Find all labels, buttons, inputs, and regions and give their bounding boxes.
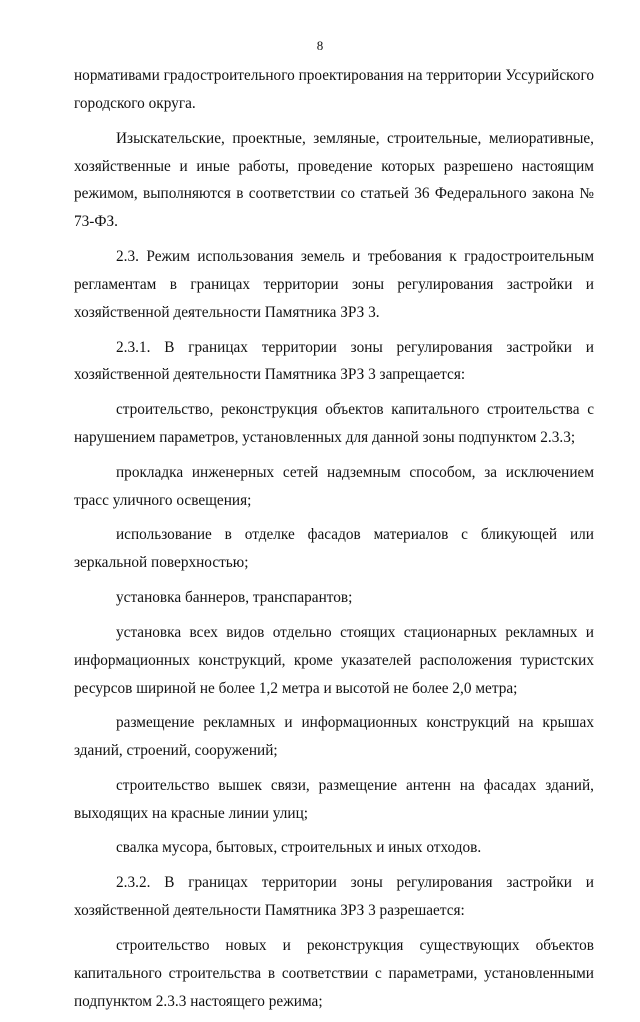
list-item: использование в отделке фасадов материалов с бликующей или зеркальной поверхностью; <box>74 526 594 572</box>
document-body <box>74 62 594 1022</box>
list-item: строительство, реконструкция объектов капитального строительства с нарушением параметров, установленных для данной зоны подпунктом 2.3.3; <box>74 401 594 447</box>
list-item: размещение рекламных и информационных конструкций на крышах зданий, строений, сооружений; <box>74 714 594 760</box>
clause-2-3-2: 2.3.2. В границах территории зоны регулирования застройки и хозяйственной деятельности Памятника ЗРЗ 3 разрешается: <box>74 874 594 920</box>
list-item: строительство вышек связи, размещение антенн на фасадах зданий, выходящих на красные линии улиц; <box>74 776 594 822</box>
list-item: строительство новых и реконструкция существующих объектов капитального строительства в соответствии с параметрами, установленными подпунктом 2.3.3 настоящего режима; <box>74 936 594 1010</box>
list-item: установка всех видов отдельно стоящих стационарных рекламных и информационных конструкций, кроме указателей расположения туристских ресурсов шириной не более 1,2 метра и высотой не более 2,0 метра; <box>74 623 594 697</box>
list-item: установка баннеров, транспарантов; <box>116 588 353 606</box>
list-item: свалка мусора, бытовых, строительных и иных отходов. <box>116 839 482 857</box>
section-heading-2-3: 2.3. Режим использования земель и требования к градостроительным регламентам в границах территории зоны регулирования застройки и хозяйственной деятельности Памятника ЗРЗ 3. <box>74 248 594 321</box>
list-item: прокладка инженерных сетей надземным способом, за исключением трасс уличного освещения; <box>74 463 594 509</box>
paragraph-continuation: нормативами градостроительного проектирования на территории Уссурийского городского округа. <box>74 67 594 112</box>
clause-2-3-1: 2.3.1. В границах территории зоны регулирования застройки и хозяйственной деятельности Памятника ЗРЗ 3 запрещается: <box>74 338 594 384</box>
paragraph-survey-works: Изыскательские, проектные, земляные, строительные, мелиоративные, хозяйственные и иные работы, проведение которых разрешено настоящим режимом, выполняются в соответствии со статьей 36 Федерального закона № 73-ФЗ. <box>74 129 594 231</box>
page-number: 8 <box>316 38 324 53</box>
